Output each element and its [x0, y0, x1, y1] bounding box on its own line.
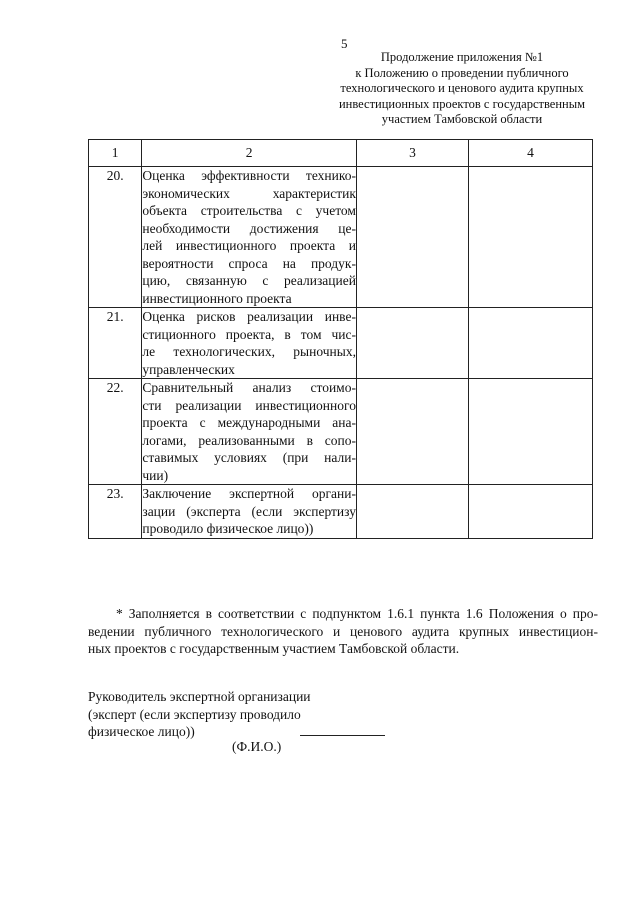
- description-line: объекта строительства с учетом: [142, 203, 356, 218]
- empty-cell: [469, 379, 593, 485]
- description-line: ставимых условиях (при нали-: [142, 450, 356, 465]
- signature-line: (эксперт (если экспертизу проводило: [88, 706, 301, 722]
- row-description: [142, 308, 357, 379]
- empty-cell: [469, 167, 593, 308]
- description-line: проекта с международными ана-: [142, 415, 356, 430]
- column-header: 2: [142, 140, 357, 167]
- table-header-row: [89, 140, 593, 167]
- column-header: 3: [356, 140, 468, 167]
- signature-line: Руководитель экспертной организации: [88, 689, 311, 704]
- fio-label: (Ф.И.О.): [232, 739, 282, 754]
- description-line: ле технологических, рыночных,: [142, 344, 356, 359]
- empty-cell: [356, 485, 468, 539]
- table-row: [89, 308, 593, 379]
- header-line: к Положению о проведении публичного: [355, 65, 569, 80]
- footnote-line: * Заполняется в соответствии с подпунктом 1.6.1 пункта 1.6 Положения о про-: [116, 606, 598, 621]
- footnote-line: ных проектов с государственным участием Тамбовской области.: [88, 641, 460, 656]
- empty-cell: [356, 308, 468, 379]
- description-line: Заключение экспертной органи-: [142, 486, 356, 501]
- signature-underline: [300, 735, 385, 736]
- empty-cell: [469, 308, 593, 379]
- row-description: [142, 485, 357, 539]
- description-line: Оценка рисков реализации инве-: [142, 309, 356, 324]
- description-line: лей инвестиционного проекта и: [142, 238, 356, 253]
- header-line: инвестиционных проектов с государственным: [338, 96, 586, 111]
- description-line: проводило физическое лицо)): [142, 521, 314, 536]
- row-number: 22.: [89, 379, 142, 485]
- description-line: необходимости достижения це-: [142, 220, 356, 236]
- description-line: сти реализации инвестиционного: [142, 397, 356, 413]
- column-header: 4: [469, 140, 593, 167]
- description-line: экономических характеристик: [142, 185, 356, 201]
- row-description: [142, 379, 357, 485]
- signature-block: [88, 688, 311, 741]
- description-line: цию, связанную с реализацией: [142, 273, 356, 288]
- table-row: [89, 167, 593, 308]
- description-line: зации (эксперта (если экспертизу: [142, 503, 356, 519]
- page-number: 5: [341, 36, 348, 51]
- header-line: технологического и ценового аудита крупных: [340, 81, 584, 95]
- row-number: 20.: [89, 167, 142, 308]
- description-line: инвестиционного проекта: [142, 290, 292, 306]
- description-line: управленческих: [142, 361, 235, 377]
- description-line: чии): [142, 467, 169, 483]
- header-line: участием Тамбовской области: [381, 112, 543, 126]
- description-line: Сравнительный анализ стоимо-: [142, 380, 356, 395]
- table-row: [89, 379, 593, 485]
- description-line: вероятности спроса на продук-: [142, 255, 356, 271]
- footnote-line: ведении публичного технологического и ценового аудита крупных инвестицион-: [88, 623, 598, 639]
- row-number: 23.: [89, 485, 142, 539]
- description-line: логами, реализованными в сопо-: [142, 432, 356, 448]
- appendix-header: [330, 50, 594, 128]
- empty-cell: [356, 379, 468, 485]
- description-line: Оценка эффективности технико-: [142, 168, 356, 183]
- audit-table: [88, 139, 593, 539]
- empty-cell: [469, 485, 593, 539]
- table-row: [89, 485, 593, 539]
- column-header: 1: [89, 140, 142, 167]
- row-description: [142, 167, 357, 308]
- row-number: 21.: [89, 308, 142, 379]
- description-line: стиционного проекта, в том чис-: [142, 326, 356, 342]
- empty-cell: [356, 167, 468, 308]
- header-line: Продолжение приложения №1: [380, 50, 544, 64]
- footnote: [88, 605, 598, 658]
- signature-line: физическое лицо)): [88, 724, 195, 739]
